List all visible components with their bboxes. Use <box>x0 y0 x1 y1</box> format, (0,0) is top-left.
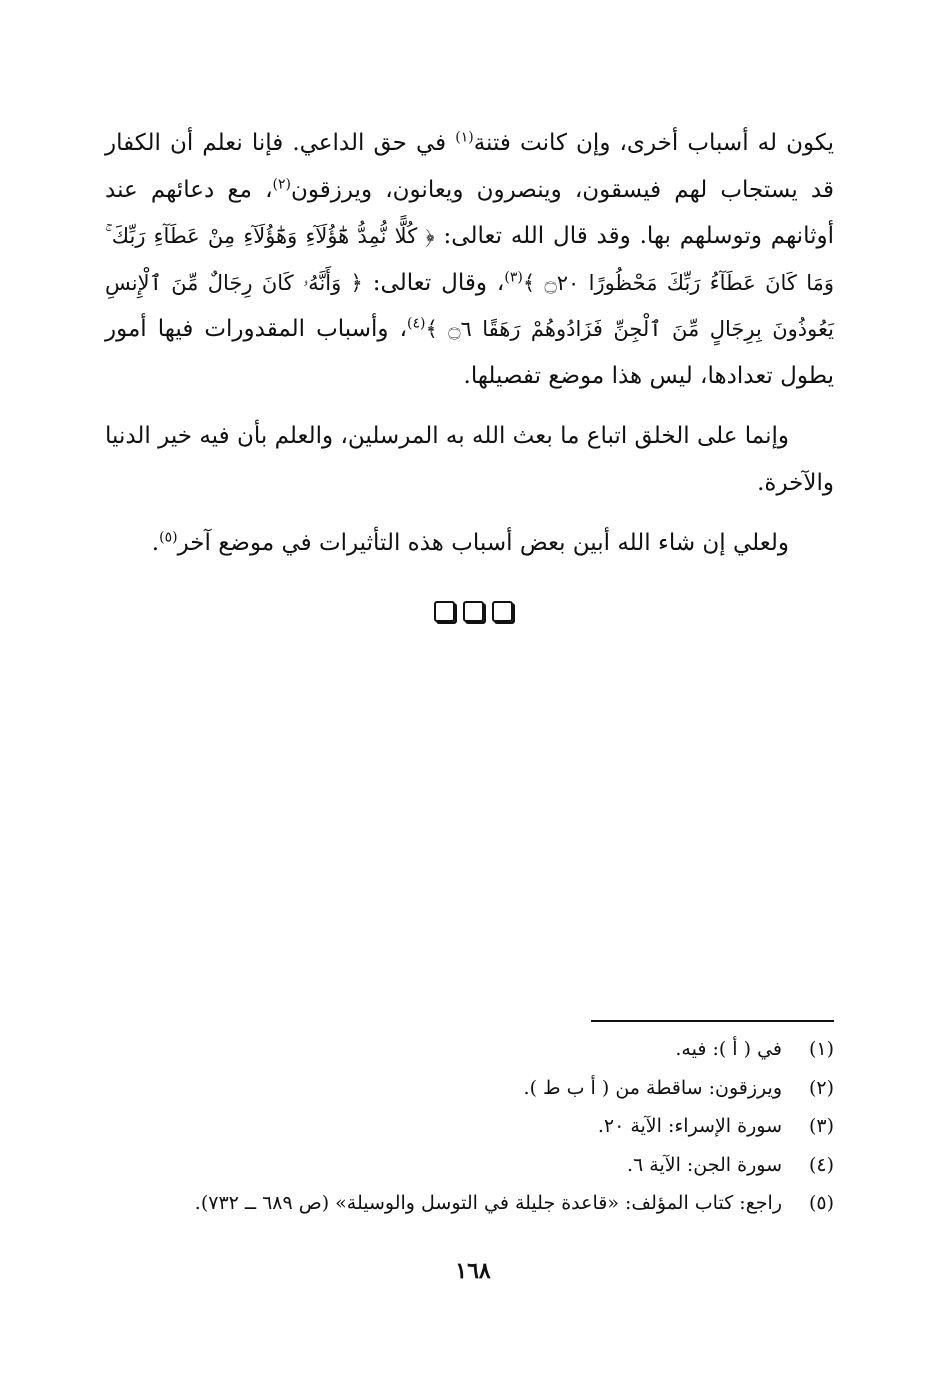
footnote-ref-3[interactable]: (٣) <box>504 268 523 285</box>
footnote-number: (٣) <box>808 1115 834 1137</box>
section-separator <box>0 601 946 626</box>
text-run: ، مع دعائهم عند أوثانهم وتوسلهم بها. وقد قال الله تعالى: <box>105 176 834 249</box>
paragraph-2: وإنما على الخلق اتباع ما بعث الله به المرسلين، والعلم بأن فيه خير الدنيا والآخرة. <box>105 423 834 496</box>
text-run: . <box>151 530 160 556</box>
square-ornament-icon <box>463 601 484 622</box>
footnote-text: في ( أ ): فيه. <box>675 1038 782 1060</box>
text-run: يكون له أسباب أخرى، وإن كانت فتنة <box>473 130 834 156</box>
footnotes <box>105 1030 834 1223</box>
paragraph-1 <box>105 120 834 399</box>
footnote-text: راجع: كتاب المؤلف: «قاعدة جليلة في التوسل والوسيلة» (ص ٦٨٩ ــ ٧٣٢). <box>194 1192 782 1214</box>
footnote-number: (٢) <box>808 1076 834 1099</box>
footnote-text: سورة الجن: الآية ٦. <box>626 1153 782 1176</box>
footnote-number: (١) <box>808 1038 834 1060</box>
footnote-text: ويرزقون: ساقطة من ( أ ب ط ). <box>523 1076 782 1099</box>
footnote-ref-4[interactable]: (٤) <box>407 315 426 332</box>
text-run: ، وأسباب المقدورات فيها أمور يطول تعدادها، ليس هذا موضع تفصيلها. <box>105 316 834 389</box>
footnote-1 <box>105 1030 834 1069</box>
footnote-5 <box>105 1184 834 1223</box>
footnote-number: (٥) <box>808 1192 834 1214</box>
page-number: ١٦٨ <box>455 1258 491 1284</box>
quran-verse-1: ﴿ كُلًّا نُّمِدُّ هَٰٓؤُلَآءِ وَهَٰٓؤُلَآءِ مِنْ عَطَآءِ رَبِّكَ ۚ وَمَا كَانَ عَطَآءُ رَبِّكَ مَحْظُورًا ۝٢٠ ﴾ <box>105 224 834 295</box>
square-ornament-icon <box>434 601 455 622</box>
footnote-ref-1[interactable]: (١) <box>455 129 474 146</box>
square-ornament-icon <box>492 601 513 622</box>
quran-verse-2: ﴿ وَأَنَّهُۥ كَانَ رِجَالٌ مِّنَ ٱلْإِنسِ يَعُوذُونَ بِرِجَالٍ مِّنَ ٱلْجِنِّ فَزَادُوهُمْ رَهَقًا ۝٦ ﴾ <box>105 270 834 341</box>
paragraph-3 <box>105 520 834 567</box>
footnote-rule <box>591 1020 834 1022</box>
text-run: ، وقال تعالى: <box>362 269 505 296</box>
main-text <box>105 120 834 567</box>
footnote-3 <box>105 1107 834 1146</box>
footnote-ref-2[interactable]: (٢) <box>272 175 291 192</box>
footnote-text: سورة الإسراء: الآية ٢٠. <box>597 1115 782 1137</box>
footnote-2 <box>105 1069 834 1108</box>
footnote-ref-5[interactable]: (٥) <box>159 529 178 546</box>
footnote-number: (٤) <box>808 1153 834 1176</box>
text-run: في حق الداعي. فإنا نعلم أن الكفار قد يستجاب لهم فيسقون، وينصرون ويعانون، ويرزقون <box>105 130 834 203</box>
footnote-4 <box>105 1146 834 1185</box>
text-run: ولعلي إن شاء الله أبين بعض أسباب هذه التأثيرات في موضع آخر <box>177 530 789 556</box>
